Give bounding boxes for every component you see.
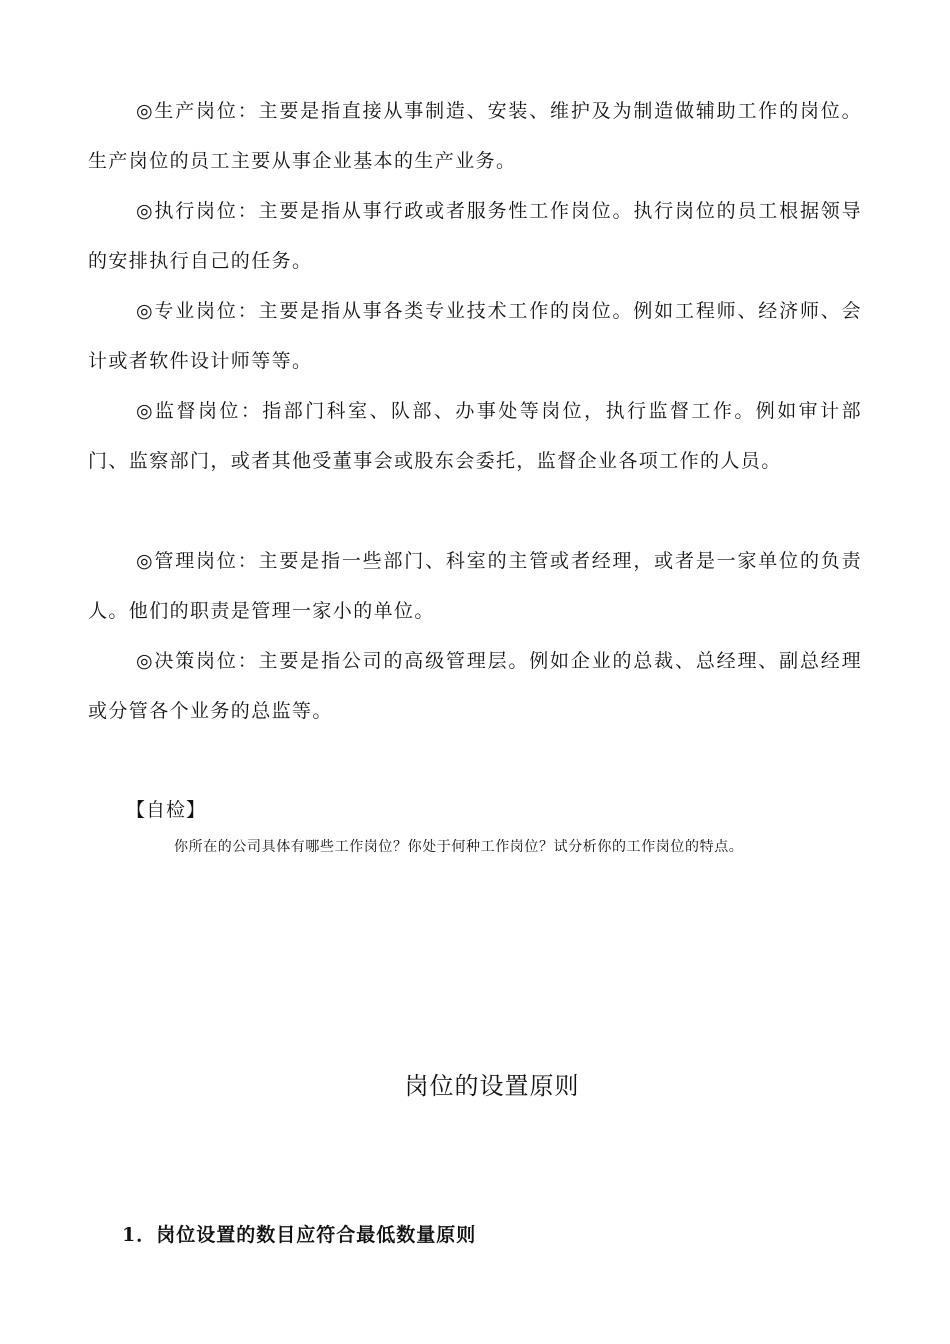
paragraph-execution-post: ◎执行岗位：主要是指从事行政或者服务性工作岗位。执行岗位的员工根据领导的安排执行自己的任务。 — [88, 200, 862, 272]
paragraph-supervision-post: ◎监督岗位：指部门科室、队部、办事处等岗位，执行监督工作。例如审计部门、监察部门，或者其他受董事会或股东会委托，监督企业各项工作的人员。 — [88, 400, 862, 472]
subheading: 1．岗位设置的数目应符合最低数量原则 — [122, 1224, 477, 1246]
self-check-question: 你所在的公司具体有哪些工作岗位？你处于何种工作岗位？试分析你的工作岗位的特点。 — [174, 839, 744, 855]
self-check-label: 【自检】 — [126, 799, 207, 821]
paragraph-production-post: ◎生产岗位：主要是指直接从事制造、安装、维护及为制造做辅助工作的岗位。生产岗位的员工主要从事企业基本的生产业务。 — [88, 100, 862, 172]
paragraph-professional-post: ◎专业岗位：主要是指从事各类专业技术工作的岗位。例如工程师、经济师、会计或者软件设计师等等。 — [88, 300, 862, 372]
section-title: 岗位的设置原则 — [404, 1072, 580, 1100]
paragraph-decision-post: ◎决策岗位：主要是指公司的高级管理层。例如企业的总裁、总经理、副总经理或分管各个业务的总监等。 — [88, 650, 862, 722]
paragraph-management-post: ◎管理岗位：主要是指一些部门、科室的主管或者经理，或者是一家单位的负责人。他们的职责是管理一家小的单位。 — [88, 550, 862, 622]
